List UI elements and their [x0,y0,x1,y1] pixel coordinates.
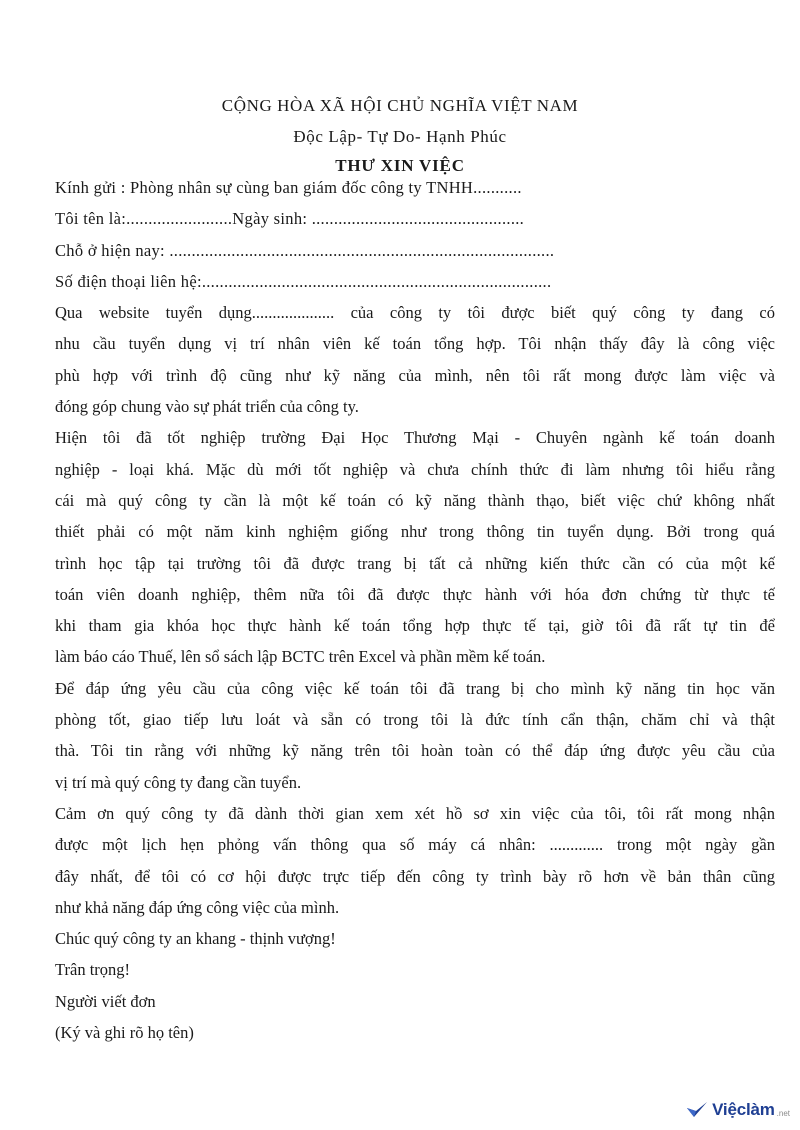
recipient-line: Kính gửi : Phòng nhân sự cùng ban giám đốc công ty TNHH........... [55,178,522,197]
paragraph-4-line: Cảm ơn quý công ty đã dành thời gian xem xét hồ sơ xin việc của tôi, tôi rất mong nhận [55,803,775,823]
closing-regards: Trân trọng! [55,960,131,980]
paragraph-3-line: thà. Tôi tin rằng với những kỹ năng trên tôi hoàn toàn có thể đáp ứng được yêu cầu của [55,741,775,761]
paragraph-2-line: cái mà quý công ty cần là một kế toán có kỹ năng thành thạo, biết việc chứ không nhất [55,490,775,510]
paragraph-1-line: nhu cầu tuyển dụng vị trí nhân viên kế toán tổng hợp. Tôi nhận thấy đây là công việc [55,334,775,354]
paragraph-2-line: trình học tập tại trường tôi đã được trang bị tất cả những kiến thức cần có của một kế [55,553,775,573]
paragraph-2-line: khi tham gia khóa học thực hành kế toán tổng hợp thực tế tại, giờ tôi đã rất tự tin để [55,616,775,636]
logo-text: Việclàm [712,1100,775,1119]
national-title: CỘNG HÒA XÃ HỘI CHỦ NGHĨA VIỆT NAM [221,96,579,115]
paragraph-1-line: Qua website tuyển dụng.................... của công ty tôi được biết quý công ty đang có [55,303,775,323]
writer-label: Người viết đơn [55,991,156,1011]
paragraph-3-line: phòng tốt, giao tiếp lưu loát và sẵn có trong tôi là đức tính cẩn thận, chăm chỉ và thật [55,710,775,730]
paragraph-2-line: thiết phải có một năm kinh nghiệm giống như trong thông tin tuyển dụng. Bởi trong quá [55,522,775,542]
letter-title: THƯ XIN VIỆC [335,156,465,175]
paragraph-1-line: phù hợp với trình độ cũng như kỹ năng của mình, nên tôi rất mong được làm việc và [55,365,775,385]
checkmark-icon [686,1101,708,1119]
paragraph-2-line: Hiện tôi đã tốt nghiệp trường Đại Học Thương Mại - Chuyên ngành kế toán doanh [55,428,775,448]
national-motto: Độc Lập- Tự Do- Hạnh Phúc [293,127,507,146]
phone-line: Số điện thoại liên hệ:............................................................................... [55,271,552,291]
closing-wish: Chúc quý công ty an khang - thịnh vượng! [55,929,336,949]
paragraph-3-line: vị trí mà quý công ty đang cần tuyển. [55,772,302,792]
signature-note: (Ký và ghi rõ họ tên) [55,1023,194,1043]
paragraph-2-line: làm báo cáo Thuế, lên sổ sách lập BCTC trên Excel và phần mềm kế toán. [55,647,546,667]
paragraph-4-line: như khả năng đáp ứng công việc của mình. [55,897,340,917]
paragraph-2-line: nghiệp - loại khá. Mặc dù mới tốt nghiệp và chưa chính thức đi làm nhưng tôi hiểu rằng [55,459,775,479]
paragraph-4-line: đây nhất, để tôi có cơ hội được trực tiếp đến công ty trình bày rõ hơn về bản thân cũng [55,866,775,886]
paragraph-3-line: Để đáp ứng yêu cầu của công việc kế toán tôi đã trang bị cho mình kỹ năng tin học văn [55,678,775,698]
logo-suffix: .net [776,1108,790,1118]
paragraph-4-line: được một lịch hẹn phỏng vấn thông qua số máy cá nhân: ............. trong một ngày gần [55,835,775,855]
letter-body [55,172,775,1048]
paragraph-2-line: toán viên doanh nghiệp, thêm nữa tôi đã được thực hành với hóa đơn chứng từ thực tế [55,584,775,604]
name-birthdate-line: Tôi tên là:........................Ngày sinh: ................................................ [55,209,525,229]
address-line: Chỗ ở hiện nay: ....................................................................................... [55,240,555,260]
paragraph-1-line: đóng góp chung vào sự phát triển của công ty. [55,397,359,417]
vieclam-logo [686,1100,790,1120]
